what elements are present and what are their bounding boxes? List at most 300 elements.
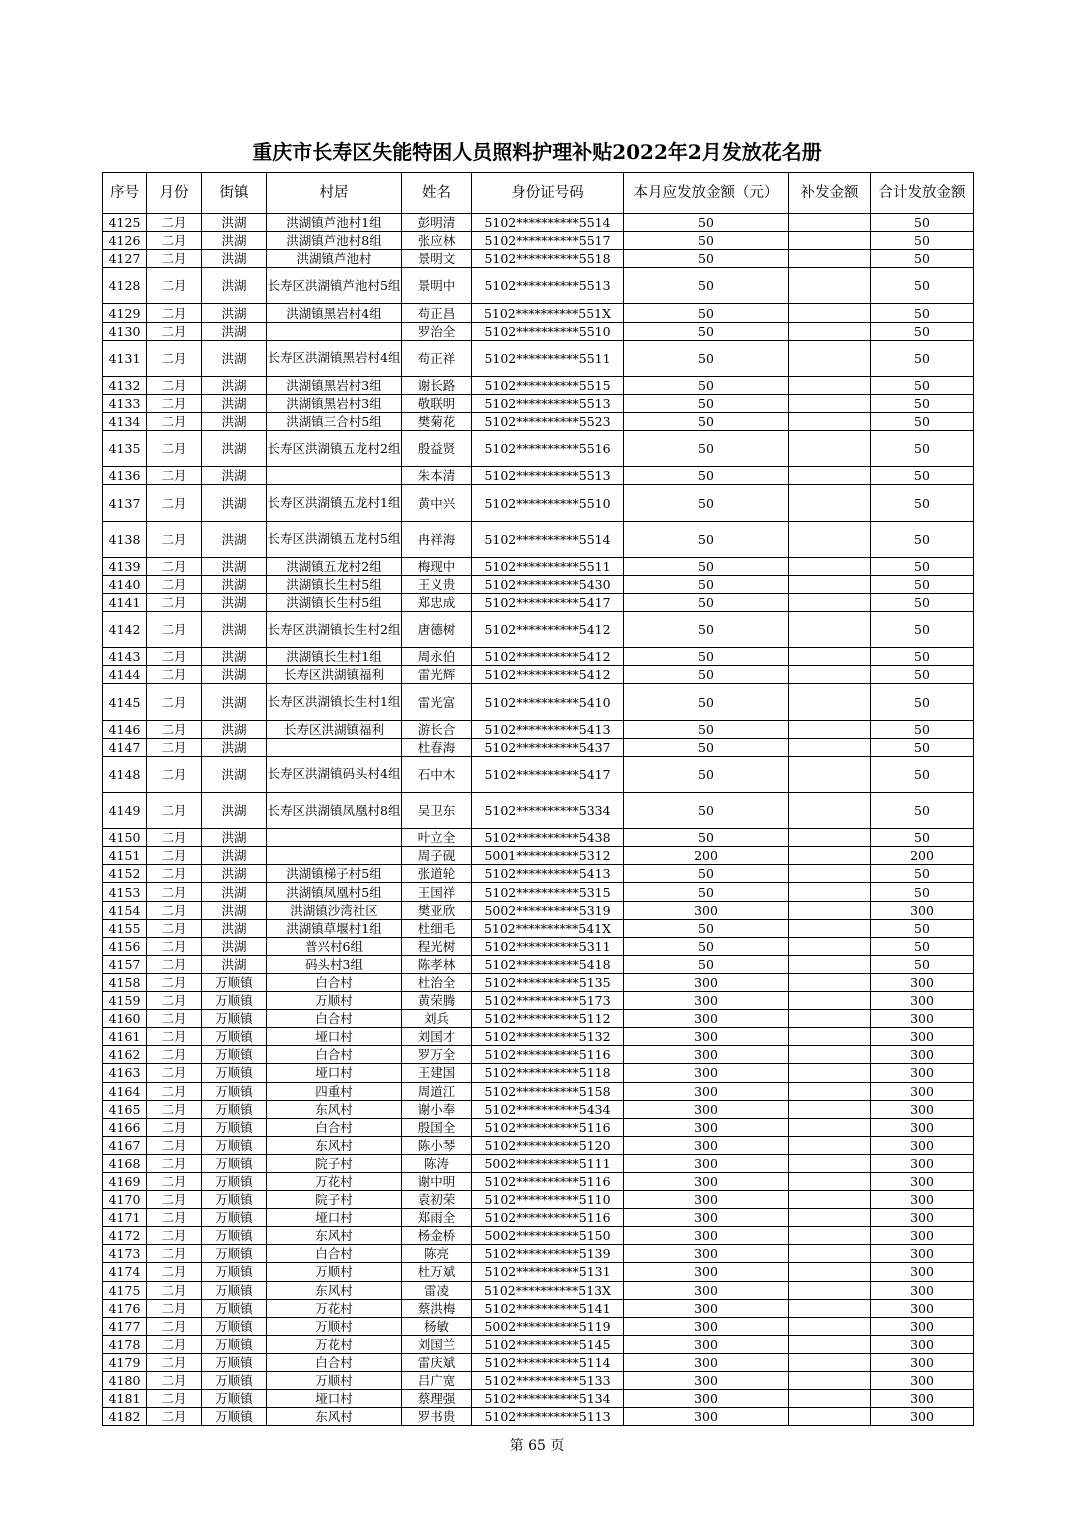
cell-amount-due: 50 xyxy=(624,648,789,666)
cell-back-pay xyxy=(789,376,871,394)
cell-month: 二月 xyxy=(147,250,202,268)
cell-index: 4172 xyxy=(103,1227,147,1245)
cell-name: 雷光富 xyxy=(402,684,472,720)
cell-name: 刘国才 xyxy=(402,1028,472,1046)
cell-village: 洪湖镇草堰村1组 xyxy=(267,919,402,937)
cell-back-pay xyxy=(789,847,871,865)
table-row xyxy=(103,756,974,792)
cell-village xyxy=(267,738,402,756)
cell-village: 垭口村 xyxy=(267,1028,402,1046)
cell-amount-due: 50 xyxy=(624,593,789,611)
cell-village: 万花村 xyxy=(267,1299,402,1317)
cell-amount-due: 200 xyxy=(624,847,789,865)
cell-index: 4135 xyxy=(103,431,147,467)
cell-id-number: 5102**********5513 xyxy=(472,268,624,304)
cell-village: 长寿区洪湖镇福利 xyxy=(267,666,402,684)
cell-id-number: 5002**********5150 xyxy=(472,1227,624,1245)
cell-index: 4170 xyxy=(103,1191,147,1209)
cell-month: 二月 xyxy=(147,1118,202,1136)
cell-index: 4132 xyxy=(103,376,147,394)
col-header-total: 合计发放金额 xyxy=(871,173,974,214)
cell-id-number: 5102**********5139 xyxy=(472,1245,624,1263)
table-row xyxy=(103,992,974,1010)
table-row xyxy=(103,376,974,394)
cell-index: 4150 xyxy=(103,829,147,847)
cell-back-pay xyxy=(789,1010,871,1028)
cell-village: 长寿区洪湖镇五龙村5组 xyxy=(267,521,402,557)
cell-amount-due: 50 xyxy=(624,720,789,738)
cell-total: 300 xyxy=(871,1408,974,1426)
cell-town: 万顺镇 xyxy=(202,1028,267,1046)
cell-town: 洪湖 xyxy=(202,394,267,412)
cell-back-pay xyxy=(789,1064,871,1082)
cell-back-pay xyxy=(789,684,871,720)
cell-name: 蔡理强 xyxy=(402,1390,472,1408)
cell-month: 二月 xyxy=(147,666,202,684)
cell-village: 垭口村 xyxy=(267,1390,402,1408)
cell-village: 万顺村 xyxy=(267,1372,402,1390)
cell-month: 二月 xyxy=(147,973,202,991)
cell-back-pay xyxy=(789,901,871,919)
cell-amount-due: 50 xyxy=(624,575,789,593)
header-row xyxy=(103,173,974,214)
cell-index: 4177 xyxy=(103,1317,147,1335)
cell-town: 洪湖 xyxy=(202,593,267,611)
cell-town: 万顺镇 xyxy=(202,1046,267,1064)
cell-total: 50 xyxy=(871,919,974,937)
cell-town: 洪湖 xyxy=(202,847,267,865)
cell-town: 万顺镇 xyxy=(202,1390,267,1408)
cell-village: 洪湖镇凤凰村5组 xyxy=(267,883,402,901)
cell-index: 4154 xyxy=(103,901,147,919)
cell-index: 4146 xyxy=(103,720,147,738)
cell-index: 4139 xyxy=(103,557,147,575)
cell-name: 罗治全 xyxy=(402,322,472,340)
cell-id-number: 5102**********5511 xyxy=(472,340,624,376)
cell-amount-due: 50 xyxy=(624,232,789,250)
cell-total: 300 xyxy=(871,1353,974,1371)
cell-amount-due: 50 xyxy=(624,521,789,557)
cell-back-pay xyxy=(789,322,871,340)
cell-back-pay xyxy=(789,865,871,883)
table-row xyxy=(103,1136,974,1154)
cell-total: 300 xyxy=(871,1209,974,1227)
cell-index: 4137 xyxy=(103,485,147,521)
cell-index: 4174 xyxy=(103,1263,147,1281)
cell-month: 二月 xyxy=(147,756,202,792)
cell-name: 陈小琴 xyxy=(402,1136,472,1154)
col-header-town: 街镇 xyxy=(202,173,267,214)
cell-id-number: 5102**********5434 xyxy=(472,1100,624,1118)
cell-month: 二月 xyxy=(147,1191,202,1209)
cell-month: 二月 xyxy=(147,1281,202,1299)
table-row xyxy=(103,666,974,684)
cell-amount-due: 50 xyxy=(624,394,789,412)
cell-village: 洪湖镇芦池村 xyxy=(267,250,402,268)
cell-town: 洪湖 xyxy=(202,557,267,575)
cell-village: 白合村 xyxy=(267,1353,402,1371)
cell-total: 300 xyxy=(871,901,974,919)
cell-town: 洪湖 xyxy=(202,232,267,250)
cell-village: 垭口村 xyxy=(267,1209,402,1227)
cell-total: 50 xyxy=(871,431,974,467)
cell-total: 300 xyxy=(871,1335,974,1353)
cell-name: 樊亚欣 xyxy=(402,901,472,919)
cell-total: 300 xyxy=(871,1118,974,1136)
cell-id-number: 5102**********5417 xyxy=(472,756,624,792)
cell-back-pay xyxy=(789,720,871,738)
cell-month: 二月 xyxy=(147,865,202,883)
cell-id-number: 5102**********5412 xyxy=(472,648,624,666)
cell-back-pay xyxy=(789,937,871,955)
cell-amount-due: 50 xyxy=(624,793,789,829)
table-row xyxy=(103,1064,974,1082)
cell-town: 万顺镇 xyxy=(202,1172,267,1190)
cell-back-pay xyxy=(789,1046,871,1064)
cell-id-number: 5102**********5514 xyxy=(472,521,624,557)
cell-id-number: 5102**********5510 xyxy=(472,485,624,521)
cell-total: 50 xyxy=(871,684,974,720)
cell-amount-due: 300 xyxy=(624,1064,789,1082)
cell-month: 二月 xyxy=(147,431,202,467)
cell-id-number: 5102**********5133 xyxy=(472,1372,624,1390)
cell-village: 长寿区洪湖镇长生村1组 xyxy=(267,684,402,720)
cell-amount-due: 300 xyxy=(624,992,789,1010)
cell-total: 300 xyxy=(871,1100,974,1118)
cell-town: 万顺镇 xyxy=(202,1064,267,1082)
cell-amount-due: 300 xyxy=(624,1100,789,1118)
cell-back-pay xyxy=(789,612,871,648)
cell-id-number: 5002**********5319 xyxy=(472,901,624,919)
cell-month: 二月 xyxy=(147,738,202,756)
table-row xyxy=(103,575,974,593)
cell-town: 洪湖 xyxy=(202,612,267,648)
cell-name: 苟正昌 xyxy=(402,304,472,322)
cell-name: 周永伯 xyxy=(402,648,472,666)
table-row xyxy=(103,431,974,467)
table-row xyxy=(103,304,974,322)
cell-index: 4155 xyxy=(103,919,147,937)
cell-month: 二月 xyxy=(147,684,202,720)
cell-village: 东风村 xyxy=(267,1408,402,1426)
cell-village: 白合村 xyxy=(267,1118,402,1136)
cell-id-number: 5102**********5114 xyxy=(472,1353,624,1371)
cell-total: 50 xyxy=(871,648,974,666)
cell-id-number: 5102**********5145 xyxy=(472,1335,624,1353)
table-row xyxy=(103,1118,974,1136)
cell-index: 4133 xyxy=(103,394,147,412)
cell-month: 二月 xyxy=(147,232,202,250)
cell-index: 4128 xyxy=(103,268,147,304)
cell-village xyxy=(267,829,402,847)
cell-month: 二月 xyxy=(147,593,202,611)
cell-month: 二月 xyxy=(147,648,202,666)
col-header-index: 序号 xyxy=(103,173,147,214)
cell-amount-due: 50 xyxy=(624,467,789,485)
table-row xyxy=(103,865,974,883)
cell-name: 周道江 xyxy=(402,1082,472,1100)
cell-total: 50 xyxy=(871,250,974,268)
cell-back-pay xyxy=(789,521,871,557)
cell-id-number: 5102**********5131 xyxy=(472,1263,624,1281)
cell-index: 4156 xyxy=(103,937,147,955)
cell-total: 300 xyxy=(871,1390,974,1408)
cell-month: 二月 xyxy=(147,937,202,955)
cell-month: 二月 xyxy=(147,883,202,901)
cell-amount-due: 50 xyxy=(624,684,789,720)
cell-id-number: 5102**********5132 xyxy=(472,1028,624,1046)
cell-town: 万顺镇 xyxy=(202,1372,267,1390)
cell-town: 洪湖 xyxy=(202,793,267,829)
col-header-id-number: 身份证号码 xyxy=(472,173,624,214)
cell-village: 长寿区洪湖镇码头村4组 xyxy=(267,756,402,792)
cell-back-pay xyxy=(789,756,871,792)
table-row xyxy=(103,901,974,919)
cell-id-number: 5102**********551X xyxy=(472,304,624,322)
cell-total: 50 xyxy=(871,575,974,593)
table-row xyxy=(103,557,974,575)
cell-amount-due: 50 xyxy=(624,955,789,973)
cell-id-number: 5102**********5311 xyxy=(472,937,624,955)
cell-town: 洪湖 xyxy=(202,304,267,322)
cell-town: 洪湖 xyxy=(202,413,267,431)
cell-amount-due: 300 xyxy=(624,1299,789,1317)
cell-month: 二月 xyxy=(147,1064,202,1082)
cell-back-pay xyxy=(789,1263,871,1281)
page-number: 第 65 页 xyxy=(509,1438,565,1454)
cell-id-number: 5102**********5116 xyxy=(472,1118,624,1136)
cell-back-pay xyxy=(789,1154,871,1172)
cell-total: 300 xyxy=(871,1191,974,1209)
cell-name: 谢小奉 xyxy=(402,1100,472,1118)
cell-amount-due: 300 xyxy=(624,1372,789,1390)
cell-id-number: 5102**********5334 xyxy=(472,793,624,829)
cell-amount-due: 50 xyxy=(624,756,789,792)
cell-id-number: 5102**********5514 xyxy=(472,214,624,232)
cell-name: 吕广宽 xyxy=(402,1372,472,1390)
cell-name: 刘国兰 xyxy=(402,1335,472,1353)
cell-total: 300 xyxy=(871,1317,974,1335)
cell-town: 万顺镇 xyxy=(202,992,267,1010)
cell-month: 二月 xyxy=(147,1082,202,1100)
cell-month: 二月 xyxy=(147,829,202,847)
cell-name: 雷凌 xyxy=(402,1281,472,1299)
cell-index: 4168 xyxy=(103,1154,147,1172)
cell-amount-due: 50 xyxy=(624,937,789,955)
cell-index: 4169 xyxy=(103,1172,147,1190)
col-header-amount-due: 本月应发放金额（元） xyxy=(624,173,789,214)
cell-back-pay xyxy=(789,1136,871,1154)
cell-index: 4131 xyxy=(103,340,147,376)
cell-name: 杨敏 xyxy=(402,1317,472,1335)
cell-name: 王建国 xyxy=(402,1064,472,1082)
cell-index: 4171 xyxy=(103,1209,147,1227)
cell-total: 300 xyxy=(871,1064,974,1082)
cell-town: 洪湖 xyxy=(202,720,267,738)
cell-total: 50 xyxy=(871,829,974,847)
cell-month: 二月 xyxy=(147,847,202,865)
cell-amount-due: 50 xyxy=(624,214,789,232)
cell-id-number: 5102**********5510 xyxy=(472,322,624,340)
cell-town: 洪湖 xyxy=(202,865,267,883)
cell-amount-due: 300 xyxy=(624,1317,789,1335)
table-row xyxy=(103,793,974,829)
cell-village: 四重村 xyxy=(267,1082,402,1100)
cell-index: 4157 xyxy=(103,955,147,973)
cell-back-pay xyxy=(789,829,871,847)
cell-name: 苟正祥 xyxy=(402,340,472,376)
cell-amount-due: 300 xyxy=(624,1353,789,1371)
cell-town: 洪湖 xyxy=(202,250,267,268)
cell-village: 院子村 xyxy=(267,1154,402,1172)
cell-index: 4136 xyxy=(103,467,147,485)
cell-index: 4151 xyxy=(103,847,147,865)
cell-back-pay xyxy=(789,955,871,973)
cell-name: 吴卫东 xyxy=(402,793,472,829)
cell-town: 万顺镇 xyxy=(202,1209,267,1227)
cell-month: 二月 xyxy=(147,268,202,304)
cell-back-pay xyxy=(789,232,871,250)
cell-id-number: 5102**********5516 xyxy=(472,431,624,467)
cell-village: 洪湖镇沙湾社区 xyxy=(267,901,402,919)
cell-amount-due: 300 xyxy=(624,1010,789,1028)
cell-month: 二月 xyxy=(147,1010,202,1028)
cell-amount-due: 50 xyxy=(624,340,789,376)
cell-total: 50 xyxy=(871,865,974,883)
cell-total: 200 xyxy=(871,847,974,865)
table-row xyxy=(103,593,974,611)
table-row xyxy=(103,467,974,485)
cell-amount-due: 50 xyxy=(624,322,789,340)
cell-name: 陈孝林 xyxy=(402,955,472,973)
cell-back-pay xyxy=(789,593,871,611)
table-row xyxy=(103,847,974,865)
cell-town: 万顺镇 xyxy=(202,1227,267,1245)
cell-month: 二月 xyxy=(147,1408,202,1426)
cell-id-number: 5102**********5410 xyxy=(472,684,624,720)
cell-month: 二月 xyxy=(147,467,202,485)
cell-total: 50 xyxy=(871,883,974,901)
cell-name: 谢中明 xyxy=(402,1172,472,1190)
cell-back-pay xyxy=(789,1209,871,1227)
cell-town: 洪湖 xyxy=(202,738,267,756)
cell-index: 4162 xyxy=(103,1046,147,1064)
cell-amount-due: 300 xyxy=(624,1245,789,1263)
cell-back-pay xyxy=(789,394,871,412)
table-row xyxy=(103,340,974,376)
cell-name: 袁初荣 xyxy=(402,1191,472,1209)
cell-village: 长寿区洪湖镇五龙村2组 xyxy=(267,431,402,467)
cell-total: 300 xyxy=(871,1372,974,1390)
cell-town: 万顺镇 xyxy=(202,1299,267,1317)
table-row xyxy=(103,973,974,991)
table-row xyxy=(103,268,974,304)
cell-month: 二月 xyxy=(147,214,202,232)
table-row xyxy=(103,1172,974,1190)
cell-id-number: 5102**********5134 xyxy=(472,1390,624,1408)
cell-month: 二月 xyxy=(147,1299,202,1317)
cell-town: 万顺镇 xyxy=(202,1010,267,1028)
cell-town: 洪湖 xyxy=(202,648,267,666)
cell-town: 洪湖 xyxy=(202,684,267,720)
cell-back-pay xyxy=(789,1335,871,1353)
cell-back-pay xyxy=(789,1118,871,1136)
cell-amount-due: 50 xyxy=(624,376,789,394)
page-title: 重庆市长寿区失能特困人员照料护理补贴2022年2月发放花名册 xyxy=(252,140,822,164)
cell-village: 洪湖镇黑岩村3组 xyxy=(267,376,402,394)
cell-index: 4144 xyxy=(103,666,147,684)
cell-id-number: 5102**********5511 xyxy=(472,557,624,575)
cell-total: 300 xyxy=(871,1154,974,1172)
cell-village xyxy=(267,322,402,340)
cell-total: 50 xyxy=(871,304,974,322)
cell-back-pay xyxy=(789,268,871,304)
cell-back-pay xyxy=(789,1172,871,1190)
table-row xyxy=(103,1281,974,1299)
cell-back-pay xyxy=(789,1299,871,1317)
cell-town: 洪湖 xyxy=(202,322,267,340)
cell-village: 万顺村 xyxy=(267,1317,402,1335)
cell-town: 洪湖 xyxy=(202,901,267,919)
cell-name: 杜细毛 xyxy=(402,919,472,937)
cell-total: 50 xyxy=(871,937,974,955)
cell-total: 50 xyxy=(871,593,974,611)
cell-id-number: 5102**********5141 xyxy=(472,1299,624,1317)
cell-index: 4143 xyxy=(103,648,147,666)
cell-name: 黄荣腾 xyxy=(402,992,472,1010)
cell-name: 王义贵 xyxy=(402,575,472,593)
table-row xyxy=(103,1245,974,1263)
table-row xyxy=(103,1317,974,1335)
cell-name: 郑忠成 xyxy=(402,593,472,611)
cell-amount-due: 300 xyxy=(624,1082,789,1100)
cell-index: 4180 xyxy=(103,1372,147,1390)
cell-name: 陈涛 xyxy=(402,1154,472,1172)
cell-town: 万顺镇 xyxy=(202,1317,267,1335)
cell-total: 50 xyxy=(871,340,974,376)
cell-index: 4181 xyxy=(103,1390,147,1408)
cell-amount-due: 300 xyxy=(624,1408,789,1426)
cell-name: 刘兵 xyxy=(402,1010,472,1028)
cell-village: 万顺村 xyxy=(267,992,402,1010)
cell-village: 码头村3组 xyxy=(267,955,402,973)
cell-month: 二月 xyxy=(147,1353,202,1371)
cell-index: 4149 xyxy=(103,793,147,829)
cell-index: 4145 xyxy=(103,684,147,720)
cell-amount-due: 50 xyxy=(624,829,789,847)
cell-village xyxy=(267,847,402,865)
cell-id-number: 5102**********5113 xyxy=(472,1408,624,1426)
cell-month: 二月 xyxy=(147,340,202,376)
cell-id-number: 5102**********5412 xyxy=(472,612,624,648)
cell-back-pay xyxy=(789,738,871,756)
cell-amount-due: 50 xyxy=(624,304,789,322)
col-header-back-pay: 补发金额 xyxy=(789,173,871,214)
roster-table xyxy=(102,172,974,1426)
cell-amount-due: 50 xyxy=(624,250,789,268)
cell-total: 300 xyxy=(871,1299,974,1317)
cell-amount-due: 50 xyxy=(624,431,789,467)
cell-back-pay xyxy=(789,250,871,268)
cell-town: 万顺镇 xyxy=(202,1281,267,1299)
cell-id-number: 5102**********5417 xyxy=(472,593,624,611)
cell-total: 50 xyxy=(871,214,974,232)
cell-id-number: 5102**********5523 xyxy=(472,413,624,431)
cell-town: 洪湖 xyxy=(202,521,267,557)
cell-amount-due: 50 xyxy=(624,738,789,756)
table-row xyxy=(103,1390,974,1408)
cell-index: 4166 xyxy=(103,1118,147,1136)
